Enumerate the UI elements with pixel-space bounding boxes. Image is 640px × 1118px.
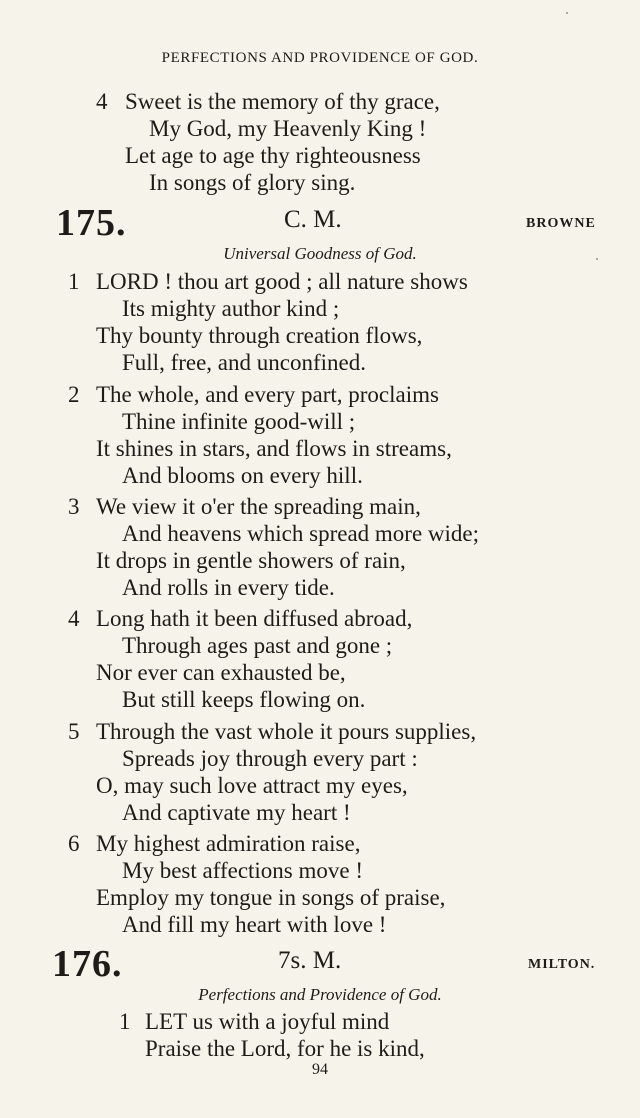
stanza-line: And fill my heart with love !: [122, 912, 387, 937]
stanza-number: 4: [96, 89, 108, 114]
paper-speck: [566, 12, 568, 14]
stanza-line: Praise the Lord, for he is kind,: [145, 1036, 425, 1061]
stanza-line: And captivate my heart !: [122, 800, 351, 825]
stanza-line: It shines in stars, and flows in streams,: [96, 436, 452, 461]
hymn-number: 176.: [52, 943, 123, 985]
stanza-line: And rolls in every tide.: [122, 575, 335, 600]
hymn-title: Universal Goodness of God.: [223, 244, 417, 263]
stanza-number: 3: [68, 494, 80, 519]
page-number: 94: [312, 1061, 328, 1078]
stanza-line: Long hath it been diffused abroad,: [96, 606, 413, 631]
hymn-author: BROWNE: [526, 216, 596, 231]
stanza-line: Full, free, and unconfined.: [122, 350, 366, 375]
paper-speck: [596, 258, 598, 260]
stanza-line: But still keeps flowing on.: [122, 687, 366, 712]
stanza-line: My highest admiration raise,: [96, 831, 361, 856]
stanza-line: Thy bounty through creation flows,: [96, 323, 423, 348]
hymn-meter: C. M.: [284, 206, 342, 233]
stanza-line: Its mighty author kind ;: [122, 296, 340, 321]
stanza-line: Spreads joy through every part :: [122, 746, 418, 771]
stanza-number: 4: [68, 606, 80, 631]
stanza-line: LORD ! thou art good ; all nature shows: [96, 269, 468, 294]
stanza-number: 1: [119, 1009, 131, 1034]
stanza-line: My God, my Heavenly King !: [149, 116, 427, 141]
stanza-line: Through ages past and gone ;: [122, 633, 393, 658]
running-head: PERFECTIONS AND PROVIDENCE OF GOD.: [161, 50, 479, 66]
stanza-number: 2: [68, 382, 80, 407]
stanza-line: Employ my tongue in songs of praise,: [96, 885, 446, 910]
stanza-line: We view it o'er the spreading main,: [96, 494, 421, 519]
stanza-line: Nor ever can exhausted be,: [96, 660, 346, 685]
hymn-meter: 7s. M.: [278, 947, 342, 974]
stanza-number: 6: [68, 831, 80, 856]
stanza-number: 5: [68, 719, 80, 744]
stanza-line: In songs of glory sing.: [149, 170, 356, 195]
stanza-line: My best affections move !: [122, 858, 364, 883]
stanza-line: And heavens which spread more wide;: [122, 521, 480, 546]
hymn-author: MILTON.: [528, 957, 596, 972]
stanza-line: The whole, and every part, proclaims: [96, 382, 439, 407]
hymn-title: Perfections and Providence of God.: [198, 985, 442, 1004]
stanza-number: 1: [68, 269, 80, 294]
stanza-line: Let age to age thy righteousness: [125, 143, 421, 168]
hymn-number: 175.: [56, 202, 127, 244]
stanza-line: Sweet is the memory of thy grace,: [125, 89, 440, 114]
stanza-line: And blooms on every hill.: [122, 463, 363, 488]
stanza-line: LET us with a joyful mind: [145, 1009, 390, 1034]
stanza-line: Thine infinite good-will ;: [122, 409, 356, 434]
stanza-line: It drops in gentle showers of rain,: [96, 548, 406, 573]
stanza-line: Through the vast whole it pours supplies,: [96, 719, 477, 744]
stanza-line: O, may such love attract my eyes,: [96, 773, 408, 798]
